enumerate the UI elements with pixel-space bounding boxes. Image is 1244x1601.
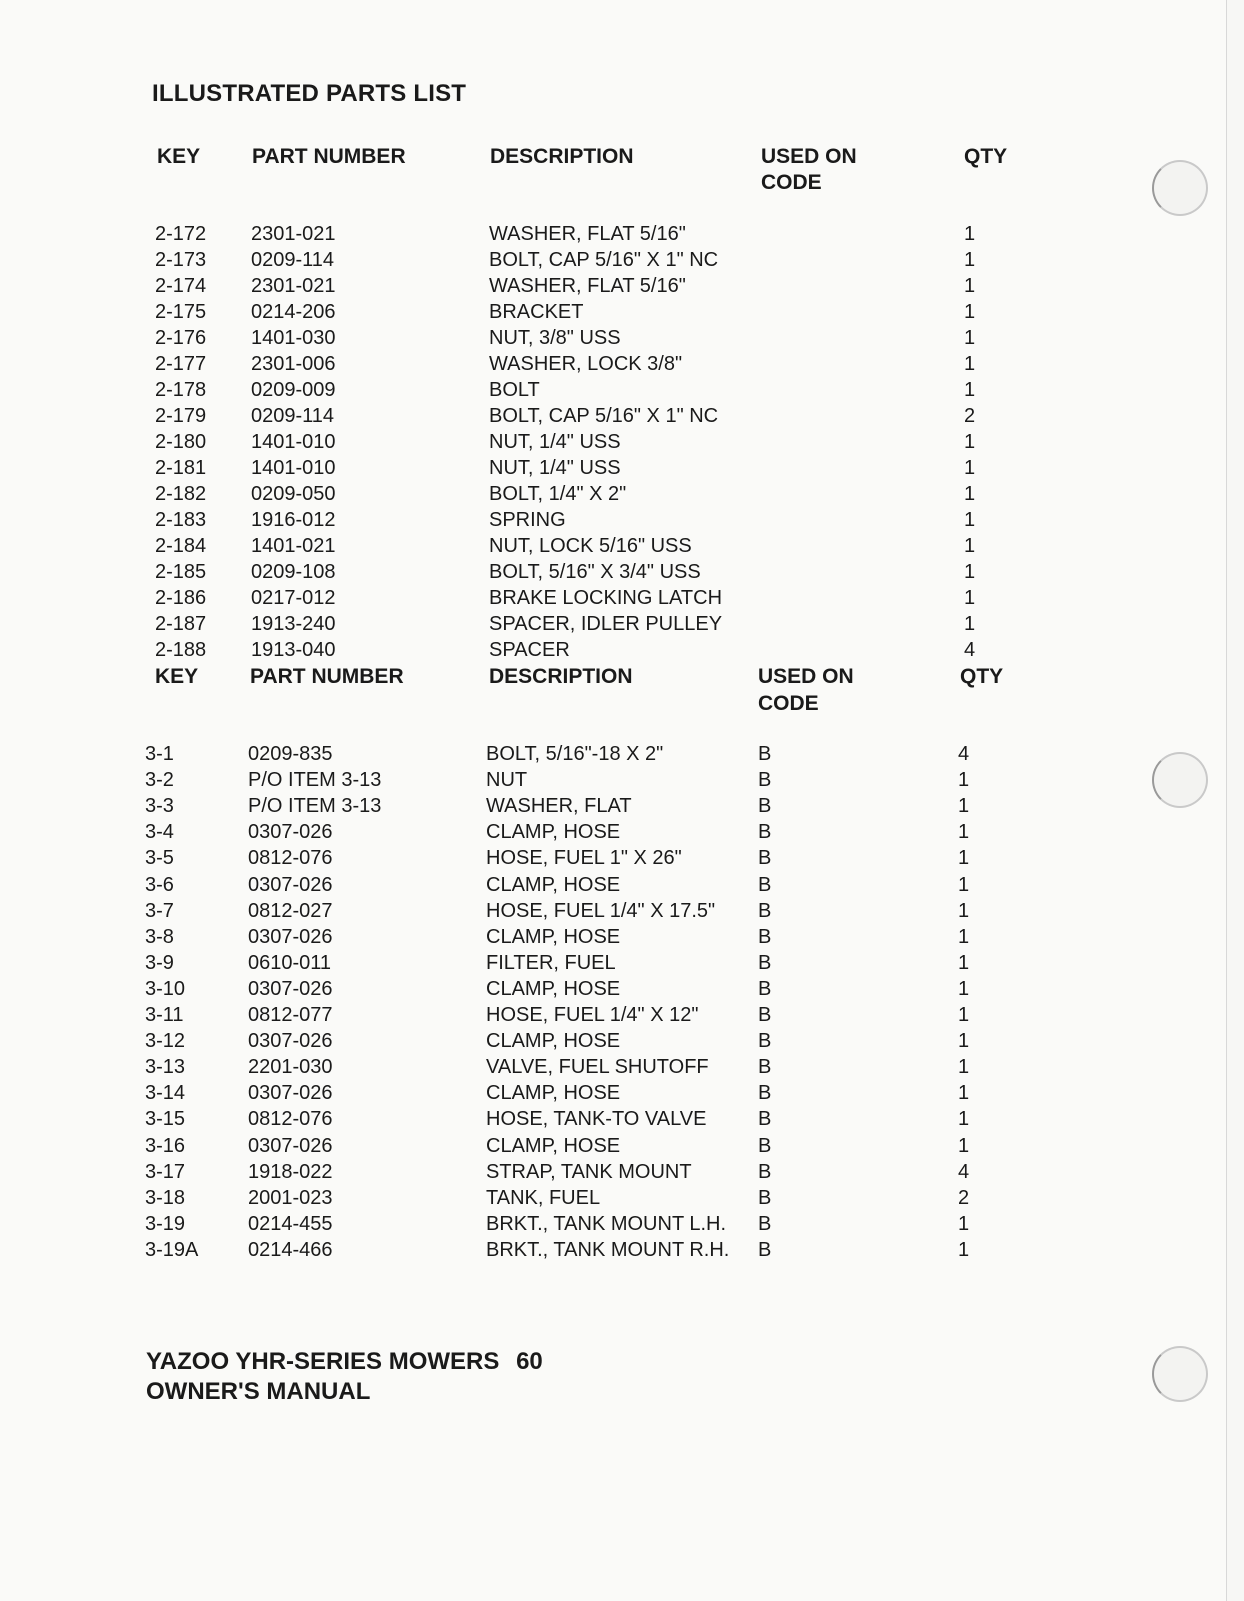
qty-cell: 1 (958, 1108, 970, 1131)
qty-cell: 1 (958, 925, 970, 948)
used-on-code-cell: B (758, 1108, 772, 1131)
qty-cell: 1 (958, 873, 970, 896)
key-cell: 2-179 (155, 405, 207, 427)
used-on-code-cell: B (758, 1004, 772, 1026)
description-cell: HOSE, TANK-TO VALVE (486, 1108, 707, 1131)
part-number-cell: 0214-466 (248, 1238, 333, 1261)
part-number-cell: 1913-240 (251, 613, 336, 635)
used-on-code-cell: B (758, 847, 772, 870)
description-cell: CLAMP, HOSE (486, 873, 621, 896)
part-number-cell: 1918-022 (248, 1160, 333, 1183)
description-cell: NUT, 3/8" USS (489, 327, 621, 349)
table-row (0, 533, 1100, 559)
qty-cell: 1 (958, 951, 970, 974)
footer-manual-name: YAZOO YHR-SERIES MOWERS (146, 1348, 500, 1375)
footer-title (146, 1348, 543, 1376)
description-cell: HOSE, FUEL 1" X 26" (486, 847, 682, 870)
used-on-code-cell: B (758, 769, 772, 792)
description-cell: HOSE, FUEL 1/4" X 17.5" (486, 899, 716, 922)
part-number-cell: 0812-077 (248, 1004, 333, 1026)
table-row (0, 429, 1100, 455)
table-row (0, 1211, 1100, 1237)
part-number-cell: 0610-011 (248, 951, 332, 974)
used-on-code-cell: B (758, 925, 772, 948)
part-number-cell: 0307-026 (248, 925, 333, 948)
description-cell: HOSE, FUEL 1/4" X 12" (486, 1004, 699, 1026)
description-cell: BRKT., TANK MOUNT L.H. (486, 1212, 727, 1235)
table-row (0, 455, 1100, 481)
description-cell: NUT, LOCK 5/16" USS (489, 535, 692, 557)
key-cell: 2-177 (155, 353, 207, 375)
key-cell: 3-17 (145, 1160, 186, 1183)
qty-cell: 1 (958, 1030, 970, 1053)
part-number-cell: 0209-108 (251, 561, 336, 583)
table-row (0, 325, 1100, 351)
part-number-cell: 2301-006 (251, 353, 336, 375)
used-on-code-cell: B (758, 1134, 772, 1157)
description-cell: WASHER, LOCK 3/8" (489, 353, 683, 375)
used-on-code-cell: B (758, 1186, 772, 1209)
used-on-code-cell: B (758, 1030, 772, 1053)
table-row (0, 273, 1100, 299)
part-number-cell: 0307-026 (248, 1082, 333, 1105)
description-cell: CLAMP, HOSE (486, 1134, 621, 1157)
key-cell: 2-180 (155, 431, 207, 453)
part-number-cell: 0307-026 (248, 977, 333, 1000)
part-number-cell: 0209-009 (251, 379, 336, 401)
description-cell: BRACKET (489, 301, 584, 323)
description-cell: BRAKE LOCKING LATCH (489, 587, 723, 609)
used-on-code-cell: B (758, 1238, 772, 1261)
table-row (0, 1080, 1100, 1106)
table-row (0, 950, 1100, 976)
qty-cell: 1 (964, 457, 976, 479)
qty-cell: 1 (964, 483, 976, 505)
qty-cell: 1 (958, 847, 970, 870)
table-row (0, 819, 1100, 845)
description-cell: SPACER (489, 639, 570, 661)
description-cell: WASHER, FLAT 5/16" (489, 223, 686, 245)
part-number-cell: 0209-835 (248, 743, 333, 765)
table-row (0, 299, 1100, 325)
part-number-cell: 0812-076 (248, 847, 333, 870)
key-cell: 2-175 (155, 301, 207, 323)
description-cell: STRAP, TANK MOUNT (486, 1160, 692, 1183)
qty-cell: 1 (964, 301, 976, 323)
qty-cell: 1 (958, 821, 970, 844)
binder-hole-top (1152, 160, 1208, 216)
part-number-cell: 0214-206 (251, 301, 336, 323)
table-row (0, 1133, 1100, 1159)
key-cell: 3-15 (145, 1108, 186, 1131)
key-cell: 3-11 (145, 1004, 184, 1026)
used-on-code-cell: B (758, 873, 772, 896)
key-cell: 3-14 (145, 1082, 186, 1105)
part-number-cell: 1401-021 (251, 535, 336, 557)
key-cell: 3-9 (145, 951, 174, 974)
key-cell: 3-4 (145, 821, 174, 844)
qty-cell: 1 (958, 1004, 970, 1026)
table-row (0, 845, 1100, 871)
qty-cell: 4 (958, 1160, 970, 1183)
part-number-cell: 1401-030 (251, 327, 336, 349)
qty-cell: 1 (964, 587, 976, 609)
qty-cell: 4 (958, 743, 970, 765)
qty-cell: 1 (958, 977, 970, 1000)
part-number-cell: 0307-026 (248, 873, 333, 896)
table-row (0, 481, 1100, 507)
table-row (0, 611, 1100, 637)
key-cell: 3-19A (145, 1238, 199, 1261)
key-cell: 3-2 (145, 769, 174, 792)
table-row (0, 559, 1100, 585)
qty-cell: 1 (964, 275, 976, 297)
header-used-on: USED ON (758, 665, 854, 688)
qty-cell: 1 (964, 431, 976, 453)
description-cell: BOLT, 5/16"-18 X 2" (486, 743, 664, 765)
key-cell: 3-6 (145, 873, 174, 896)
description-cell: WASHER, FLAT 5/16" (489, 275, 686, 297)
qty-cell: 1 (964, 561, 976, 583)
table-row (0, 1028, 1100, 1054)
description-cell: FILTER, FUEL (486, 951, 616, 974)
part-number-cell: 0209-114 (251, 405, 335, 427)
key-cell: 2-183 (155, 509, 207, 531)
qty-cell: 1 (964, 327, 976, 349)
table-row (0, 793, 1100, 819)
qty-cell: 1 (964, 379, 976, 401)
table-row (0, 1106, 1100, 1132)
qty-cell: 1 (964, 509, 976, 531)
description-cell: BOLT, 1/4" X 2" (489, 483, 627, 505)
key-cell: 3-3 (145, 795, 174, 818)
qty-cell: 1 (958, 1238, 970, 1261)
table-row (0, 924, 1100, 950)
table-row (0, 976, 1100, 1002)
part-number-cell: 0812-027 (248, 899, 333, 922)
part-number-cell: 2201-030 (248, 1056, 333, 1079)
key-cell: 2-188 (155, 639, 207, 661)
key-cell: 2-173 (155, 249, 207, 271)
part-number-cell: 0812-076 (248, 1108, 333, 1131)
description-cell: BOLT, CAP 5/16" X 1" NC (489, 405, 719, 427)
qty-cell: 2 (964, 405, 976, 427)
used-on-code-cell: B (758, 743, 772, 765)
description-cell: BOLT, CAP 5/16" X 1" NC (489, 249, 719, 271)
used-on-code-cell: B (758, 1160, 772, 1183)
key-cell: 3-10 (145, 977, 186, 1000)
header-code: CODE (758, 692, 819, 715)
used-on-code-cell: B (758, 1056, 772, 1079)
header-description: DESCRIPTION (490, 145, 634, 168)
key-cell: 2-178 (155, 379, 207, 401)
table-row (0, 403, 1100, 429)
part-number-cell: 0209-114 (251, 249, 335, 271)
key-cell: 2-184 (155, 535, 207, 557)
description-cell: NUT (486, 769, 528, 792)
used-on-code-cell: B (758, 899, 772, 922)
binder-hole-bottom (1152, 1346, 1208, 1402)
part-number-cell: 0307-026 (248, 1134, 333, 1157)
description-cell: CLAMP, HOSE (486, 977, 621, 1000)
table-row (0, 1159, 1100, 1185)
part-number-cell: 1401-010 (251, 431, 336, 453)
table-row (0, 898, 1100, 924)
part-number-cell: P/O ITEM 3-13 (248, 769, 382, 792)
footer-subtitle: OWNER'S MANUAL (146, 1378, 371, 1405)
table-row (0, 1054, 1100, 1080)
key-cell: 3-16 (145, 1134, 186, 1157)
description-cell: NUT, 1/4" USS (489, 431, 621, 453)
description-cell: WASHER, FLAT (486, 795, 632, 818)
page-number: 60 (516, 1348, 543, 1375)
description-cell: CLAMP, HOSE (486, 1030, 621, 1053)
part-number-cell: 0217-012 (251, 587, 336, 609)
qty-cell: 1 (958, 1082, 970, 1105)
description-cell: BOLT (489, 379, 540, 401)
qty-cell: 1 (958, 1056, 970, 1079)
part-number-cell: 2301-021 (251, 275, 336, 297)
description-cell: TANK, FUEL (486, 1186, 601, 1209)
key-cell: 2-182 (155, 483, 207, 505)
header-used-on: USED ON (761, 145, 857, 168)
description-cell: BOLT, 5/16" X 3/4" USS (489, 561, 701, 583)
header-qty: QTY (960, 665, 1004, 688)
table-row (0, 637, 1100, 663)
header-part-number: PART NUMBER (250, 665, 404, 688)
table-row (0, 1237, 1100, 1263)
description-cell: BRKT., TANK MOUNT R.H. (486, 1238, 730, 1261)
key-cell: 2-185 (155, 561, 207, 583)
key-cell: 2-176 (155, 327, 207, 349)
table-row (0, 377, 1100, 403)
used-on-code-cell: B (758, 951, 772, 974)
description-cell: SPRING (489, 509, 566, 531)
qty-cell: 2 (958, 1186, 970, 1209)
part-number-cell: 2001-023 (248, 1186, 333, 1209)
part-number-cell: 1916-012 (251, 509, 336, 531)
description-cell: CLAMP, HOSE (486, 1082, 621, 1105)
qty-cell: 1 (958, 769, 970, 792)
part-number-cell: 0209-050 (251, 483, 336, 505)
page-title: ILLUSTRATED PARTS LIST (152, 80, 467, 107)
used-on-code-cell: B (758, 1212, 772, 1235)
qty-cell: 1 (964, 249, 976, 271)
qty-cell: 1 (958, 1134, 970, 1157)
key-cell: 2-187 (155, 613, 207, 635)
qty-cell: 1 (964, 353, 976, 375)
binder-hole-middle (1152, 752, 1208, 808)
part-number-cell: 0307-026 (248, 821, 333, 844)
description-cell: CLAMP, HOSE (486, 821, 621, 844)
header-code: CODE (761, 171, 822, 194)
table-row (0, 741, 1100, 767)
key-cell: 3-7 (145, 899, 174, 922)
header-part-number: PART NUMBER (252, 145, 406, 168)
key-cell: 3-8 (145, 925, 174, 948)
part-number-cell: P/O ITEM 3-13 (248, 795, 382, 818)
key-cell: 3-5 (145, 847, 174, 870)
description-cell: VALVE, FUEL SHUTOFF (486, 1056, 709, 1079)
part-number-cell: 1401-010 (251, 457, 336, 479)
qty-cell: 1 (964, 223, 976, 245)
table-row (0, 872, 1100, 898)
key-cell: 2-174 (155, 275, 207, 297)
header-description: DESCRIPTION (489, 665, 633, 688)
table-row (0, 1002, 1100, 1028)
description-cell: NUT, 1/4" USS (489, 457, 621, 479)
key-cell: 3-12 (145, 1030, 186, 1053)
part-number-cell: 1913-040 (251, 639, 336, 661)
description-cell: SPACER, IDLER PULLEY (489, 613, 723, 635)
part-number-cell: 0214-455 (248, 1212, 333, 1235)
key-cell: 2-172 (155, 223, 207, 245)
used-on-code-cell: B (758, 977, 772, 1000)
description-cell: CLAMP, HOSE (486, 925, 621, 948)
qty-cell: 1 (958, 795, 970, 818)
table-row (0, 1185, 1100, 1211)
header-key: KEY (155, 665, 199, 688)
table-row (0, 247, 1100, 273)
header-qty: QTY (964, 145, 1008, 168)
key-cell: 3-19 (145, 1212, 186, 1235)
qty-cell: 1 (958, 1212, 970, 1235)
key-cell: 2-181 (155, 457, 207, 479)
qty-cell: 1 (964, 613, 976, 635)
table-row (0, 351, 1100, 377)
key-cell: 3-13 (145, 1056, 186, 1079)
table-row (0, 221, 1100, 247)
key-cell: 2-186 (155, 587, 207, 609)
key-cell: 3-1 (145, 743, 174, 765)
key-cell: 3-18 (145, 1186, 186, 1209)
qty-cell: 4 (964, 639, 976, 661)
header-key: KEY (157, 145, 201, 168)
table-row (0, 585, 1100, 611)
part-number-cell: 0307-026 (248, 1030, 333, 1053)
qty-cell: 1 (964, 535, 976, 557)
table-row (0, 507, 1100, 533)
table-row (0, 767, 1100, 793)
used-on-code-cell: B (758, 1082, 772, 1105)
part-number-cell: 2301-021 (251, 223, 336, 245)
qty-cell: 1 (958, 899, 970, 922)
used-on-code-cell: B (758, 821, 772, 844)
used-on-code-cell: B (758, 795, 772, 818)
